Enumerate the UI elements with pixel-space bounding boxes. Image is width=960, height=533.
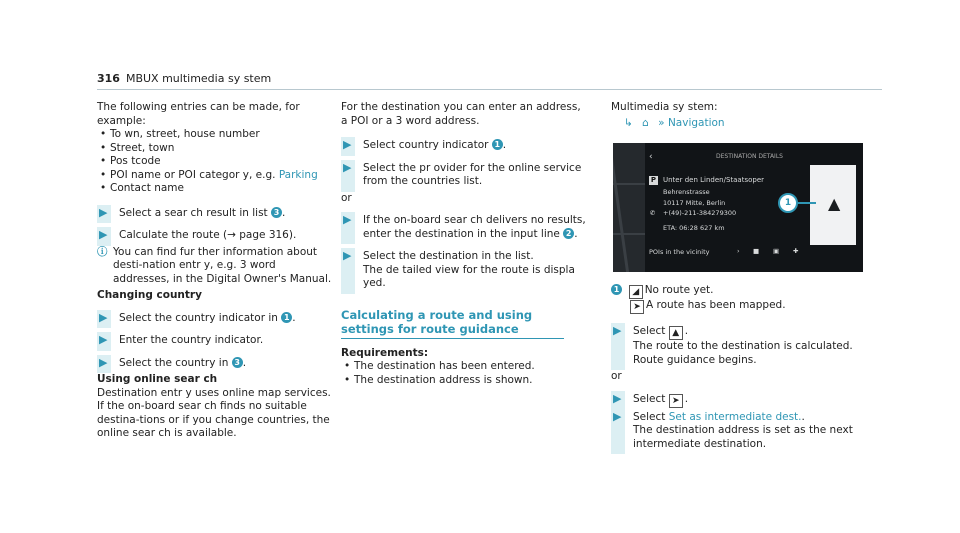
- marker-3: 3: [271, 207, 282, 218]
- list-item: • POI name or POI categor y, e.g. Parking: [97, 169, 332, 183]
- parking-list-icon[interactable]: ▣: [773, 247, 780, 255]
- section-rule: [341, 338, 564, 339]
- list-item: • Pos tcode: [97, 155, 332, 169]
- list-item: • To wn, street, house number: [97, 128, 332, 142]
- chevron-right-icon[interactable]: ›: [737, 247, 740, 255]
- online-search-text: Destination entr y uses online map services. If the on-board sear ch finds no suitable destina-tions or if you change countries, the online sear ch is available.: [97, 386, 331, 439]
- info-icon: ⓘ: [97, 245, 108, 258]
- step-select-result: ▶ Select a sear ch result in list 3 .: [97, 207, 332, 221]
- step-select-no-route: ▶ Select ▲ . The route to the destination is calculated. Route guidance begins.: [611, 325, 871, 367]
- navigation-start-icon[interactable]: ▲: [669, 326, 683, 340]
- callout-line: [798, 202, 816, 204]
- legend-route-mapped: ➤ A route has been mapped.: [611, 299, 871, 314]
- step-arrow-icon: ▶: [343, 160, 352, 174]
- more-icon[interactable]: ✚: [793, 247, 799, 255]
- poi-label[interactable]: POIs in the vicinity: [649, 248, 710, 256]
- online-search-heading: Using online sear ch: [97, 373, 218, 385]
- navigation-link[interactable]: Navigation: [667, 116, 725, 129]
- marker-2: 2: [563, 228, 574, 239]
- marker-1: 1: [492, 139, 503, 150]
- back-chevron-icon[interactable]: ‹: [649, 152, 653, 162]
- destination-city: 10117 Mitte, Berlin: [663, 199, 726, 207]
- info-note: ⓘ You can find fur ther information about desti-nation entr y, e.g. 3 word addresses, in the Digital Owner's Manual.: [97, 245, 332, 285]
- requirements-heading: Requirements:: [341, 346, 429, 359]
- step-no-results: ▶ If the on-board sear ch delivers no results, enter the destination in the input line 2 .: [341, 214, 586, 241]
- map-strip: [613, 143, 645, 272]
- step-enter-indicator: ▶ Enter the country indicator.: [97, 334, 332, 348]
- step-select-intermediate: ▶ Select Set as intermediate dest.. The destination address is set as the next intermediate destination.: [611, 411, 871, 452]
- step-select-destination: ▶ Select the destination in the list. The de tailed view for the route is displa yed.: [341, 250, 586, 291]
- marker-1: 1: [611, 284, 622, 295]
- step-select-country: ▶ Select the country in 3 .: [97, 357, 332, 371]
- page-header-title: MBUX multimedia sy stem: [125, 72, 272, 85]
- screen-title: DESTINATION DETAILS: [716, 153, 783, 160]
- section-title: Calculating a route and using settings for route guidance: [341, 307, 533, 336]
- double-chevron-icon: »: [658, 116, 665, 129]
- step-arrow-icon: ▶: [343, 138, 352, 151]
- column-3-legend: [611, 284, 871, 454]
- destination-eta: ETA: 06:28 627 km: [663, 224, 725, 232]
- route-mapped-icon: ➤: [630, 300, 644, 314]
- column-2: [341, 101, 586, 387]
- parking-icon: P: [650, 176, 657, 184]
- page-number: 316: [97, 72, 120, 85]
- header-rule: [97, 89, 882, 90]
- step-arrow-icon: ▶: [613, 409, 622, 423]
- destination-phone: +(49)-211-384279300: [663, 209, 737, 217]
- step-calculate-route: ▶ Calculate the route (→ page 316).: [97, 229, 332, 243]
- menu-path: [611, 117, 871, 131]
- column-1: [97, 101, 332, 441]
- or-text: or: [611, 370, 622, 382]
- step-arrow-icon: ▶: [613, 391, 622, 405]
- step-arrow-icon: ▶: [343, 213, 352, 226]
- phone-icon: ✆: [650, 209, 656, 217]
- list-item: • Contact name: [97, 182, 332, 196]
- destination-name: Unter den Linden/Staatsoper: [663, 176, 765, 184]
- list-item: • The destination address is shown.: [341, 374, 586, 388]
- step-provider: ▶ Select the pr ovider for the online service from the countries list.: [341, 162, 586, 189]
- marker-3: 3: [232, 357, 243, 368]
- list-item: • The destination has been entered.: [341, 360, 586, 374]
- step-arrow-icon: ▶: [99, 355, 108, 369]
- step-arrow-icon: ▶: [99, 228, 108, 241]
- step-country-indicator: ▶ Select country indicator 1 .: [341, 139, 586, 153]
- set-intermediate-link[interactable]: Set as intermediate dest.: [668, 410, 802, 423]
- column-3: [611, 101, 871, 130]
- no-route-icon: ◢: [629, 285, 643, 299]
- fuel-icon[interactable]: ■: [753, 247, 760, 255]
- destination-details-screenshot: [613, 143, 863, 272]
- home-icon[interactable]: ⌂: [642, 116, 649, 129]
- list-item: • Street, town: [97, 142, 332, 156]
- intro-text: The following entries can be made, for example:: [97, 101, 300, 127]
- or-text: or: [341, 191, 352, 204]
- step-arrow-icon: ▶: [613, 324, 622, 337]
- marker-1: 1: [778, 193, 798, 213]
- step-arrow-icon: ▶: [99, 205, 108, 219]
- step-arrow-icon: ▶: [99, 310, 108, 324]
- path-arrow-icon: ↳: [624, 116, 633, 129]
- legend-no-route: 1 ◢ No route yet.: [611, 284, 871, 299]
- page-header: [97, 72, 271, 85]
- parking-link[interactable]: Parking: [278, 168, 318, 181]
- intro-text: For the destination you can enter an address, a POI or a 3 word address.: [341, 101, 581, 127]
- route-mapped-icon[interactable]: ➤: [669, 394, 683, 408]
- step-select-route-mapped: ▶ Select ➤ .: [611, 393, 871, 408]
- marker-1: 1: [281, 312, 292, 323]
- menu-path-label: Multimedia sy stem:: [611, 101, 718, 113]
- changing-country-heading: Changing country: [97, 289, 202, 301]
- destination-street: Behrenstrasse: [663, 188, 710, 196]
- step-arrow-icon: ▶: [343, 249, 352, 262]
- navigation-arrow-icon[interactable]: ▲: [828, 194, 841, 213]
- step-arrow-icon: ▶: [99, 333, 108, 346]
- step-select-indicator: ▶ Select the country indicator in 1 .: [97, 312, 332, 326]
